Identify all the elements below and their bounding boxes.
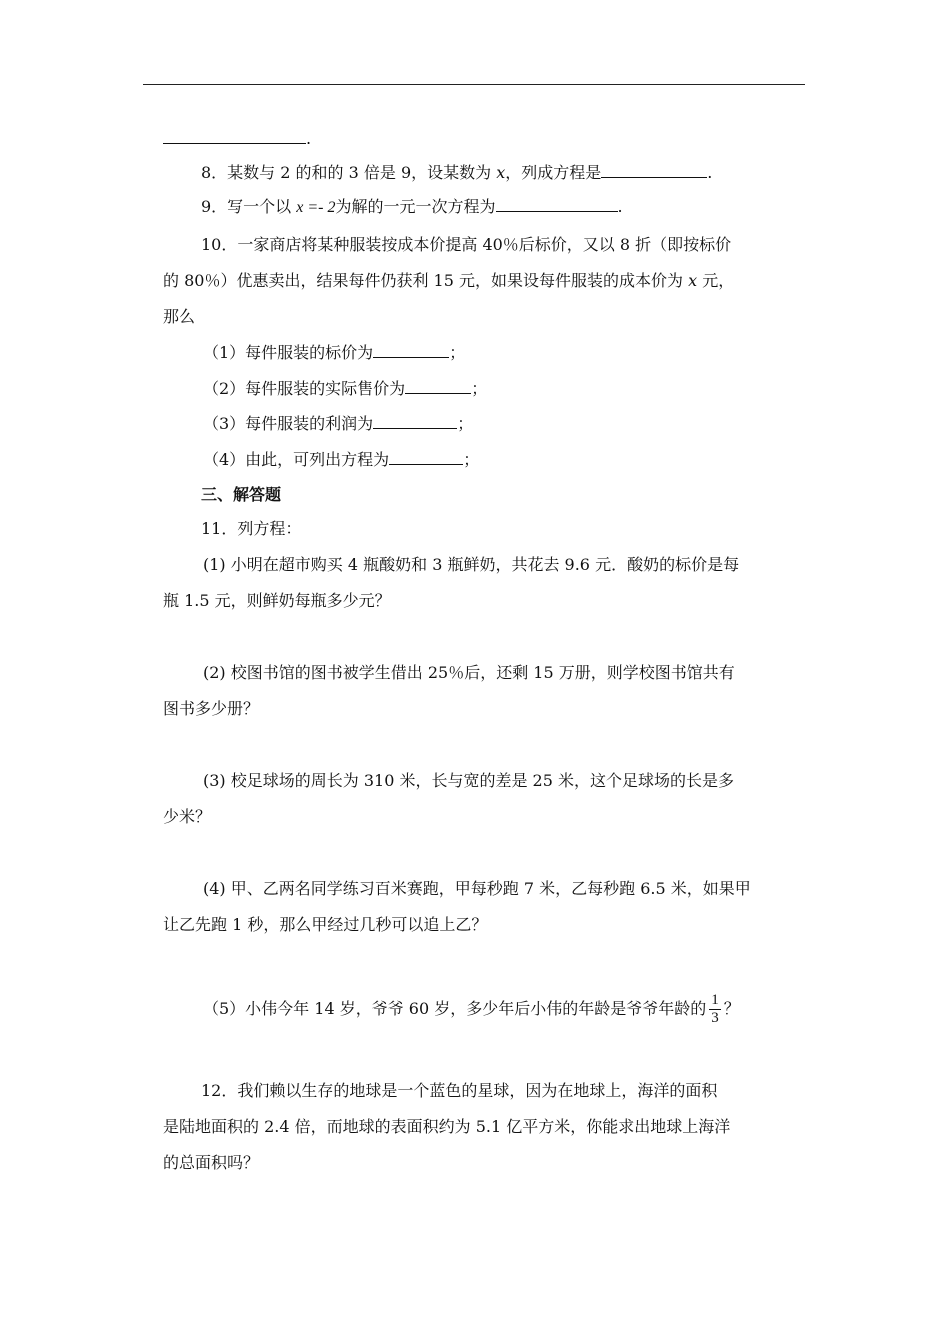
answer-blank[interactable] (496, 196, 618, 212)
question-11-title: 11．列方程： (201, 519, 302, 538)
question-11-part1-line2: 瓶 1.5 元，则鲜奶每瓶多少元？ (163, 591, 391, 610)
question-10-line2: 的 80％）优惠卖出，结果每件仍获利 15 元，如果设每件服装的成本价为 x 元， (163, 271, 735, 290)
answer-blank[interactable] (601, 162, 707, 178)
question-9: 9．写一个以 x =- 2为解的一元一次方程为 . (201, 197, 623, 216)
answer-blank[interactable] (373, 342, 449, 358)
answer-blank[interactable] (163, 128, 306, 144)
answer-blank[interactable] (405, 378, 471, 394)
question-8: 8．某数与 2 的和的 3 倍是 9，设某数为 x，列成方程是 . (201, 163, 713, 182)
answer-blank[interactable] (389, 449, 463, 465)
question-10-line3: 那么 (163, 307, 196, 326)
question-10-sub3: （3）每件服装的利润为 ； (203, 414, 474, 433)
fraction: $\frac{1}{3}$ (711, 992, 719, 1026)
answer-blank[interactable] (373, 413, 457, 429)
question-10-sub2: （2）每件服装的实际售价为 ； (203, 379, 488, 398)
section-heading: 三、解答题 (201, 485, 282, 504)
question-10-sub4: （4）由此，可列出方程为 ； (203, 450, 480, 469)
question-11-part2-line2: 图书多少册？ (163, 699, 260, 718)
question-10-sub1: （1）每件服装的标价为 ； (203, 343, 466, 362)
question-11-part2-line1: (2) 校图书馆的图书被学生借出 25％后，还剩 15 万册，则学校图书馆共有 (203, 663, 735, 682)
question-11-part1-line1: (1) 小明在超市购买 4 瓶酸奶和 3 瓶鲜奶，共花去 9.6 元．酸奶的标价是每 (203, 555, 740, 574)
continuation-line: . (163, 128, 311, 150)
question-12-line2: 是陆地面积的 2.4 倍，而地球的表面积约为 5.1 亿平方米，你能求出地球上海洋 (163, 1117, 731, 1136)
question-10-line1: 10．一家商店将某种服装按成本价提高 40％后标价，又以 8 折（即按标价 (201, 235, 732, 254)
question-11-part5: （5）小伟今年 14 岁，爷爷 60 岁，多少年后小伟的年龄是爷爷年龄的 $\frac{1}{3}$ ？ (203, 992, 740, 1026)
header-rule (143, 84, 805, 85)
question-11-part4-line1: (4) 甲、乙两名同学练习百米赛跑，甲每秒跑 7 米，乙每秒跑 6.5 米，如果甲 (203, 879, 751, 898)
question-11-part3-line1: (3) 校足球场的周长为 310 米，长与宽的差是 25 米，这个足球场的长是多 (203, 771, 734, 790)
question-12-line3: 的总面积吗？ (163, 1153, 260, 1172)
question-11-part3-line2: 少米？ (163, 807, 212, 826)
question-11-part4-line2: 让乙先跑 1 秒，那么甲经过几秒可以追上乙？ (163, 915, 488, 934)
question-12-line1: 12．我们赖以生存的地球是一个蓝色的星球，因为在地球上，海洋的面积 (201, 1081, 718, 1100)
